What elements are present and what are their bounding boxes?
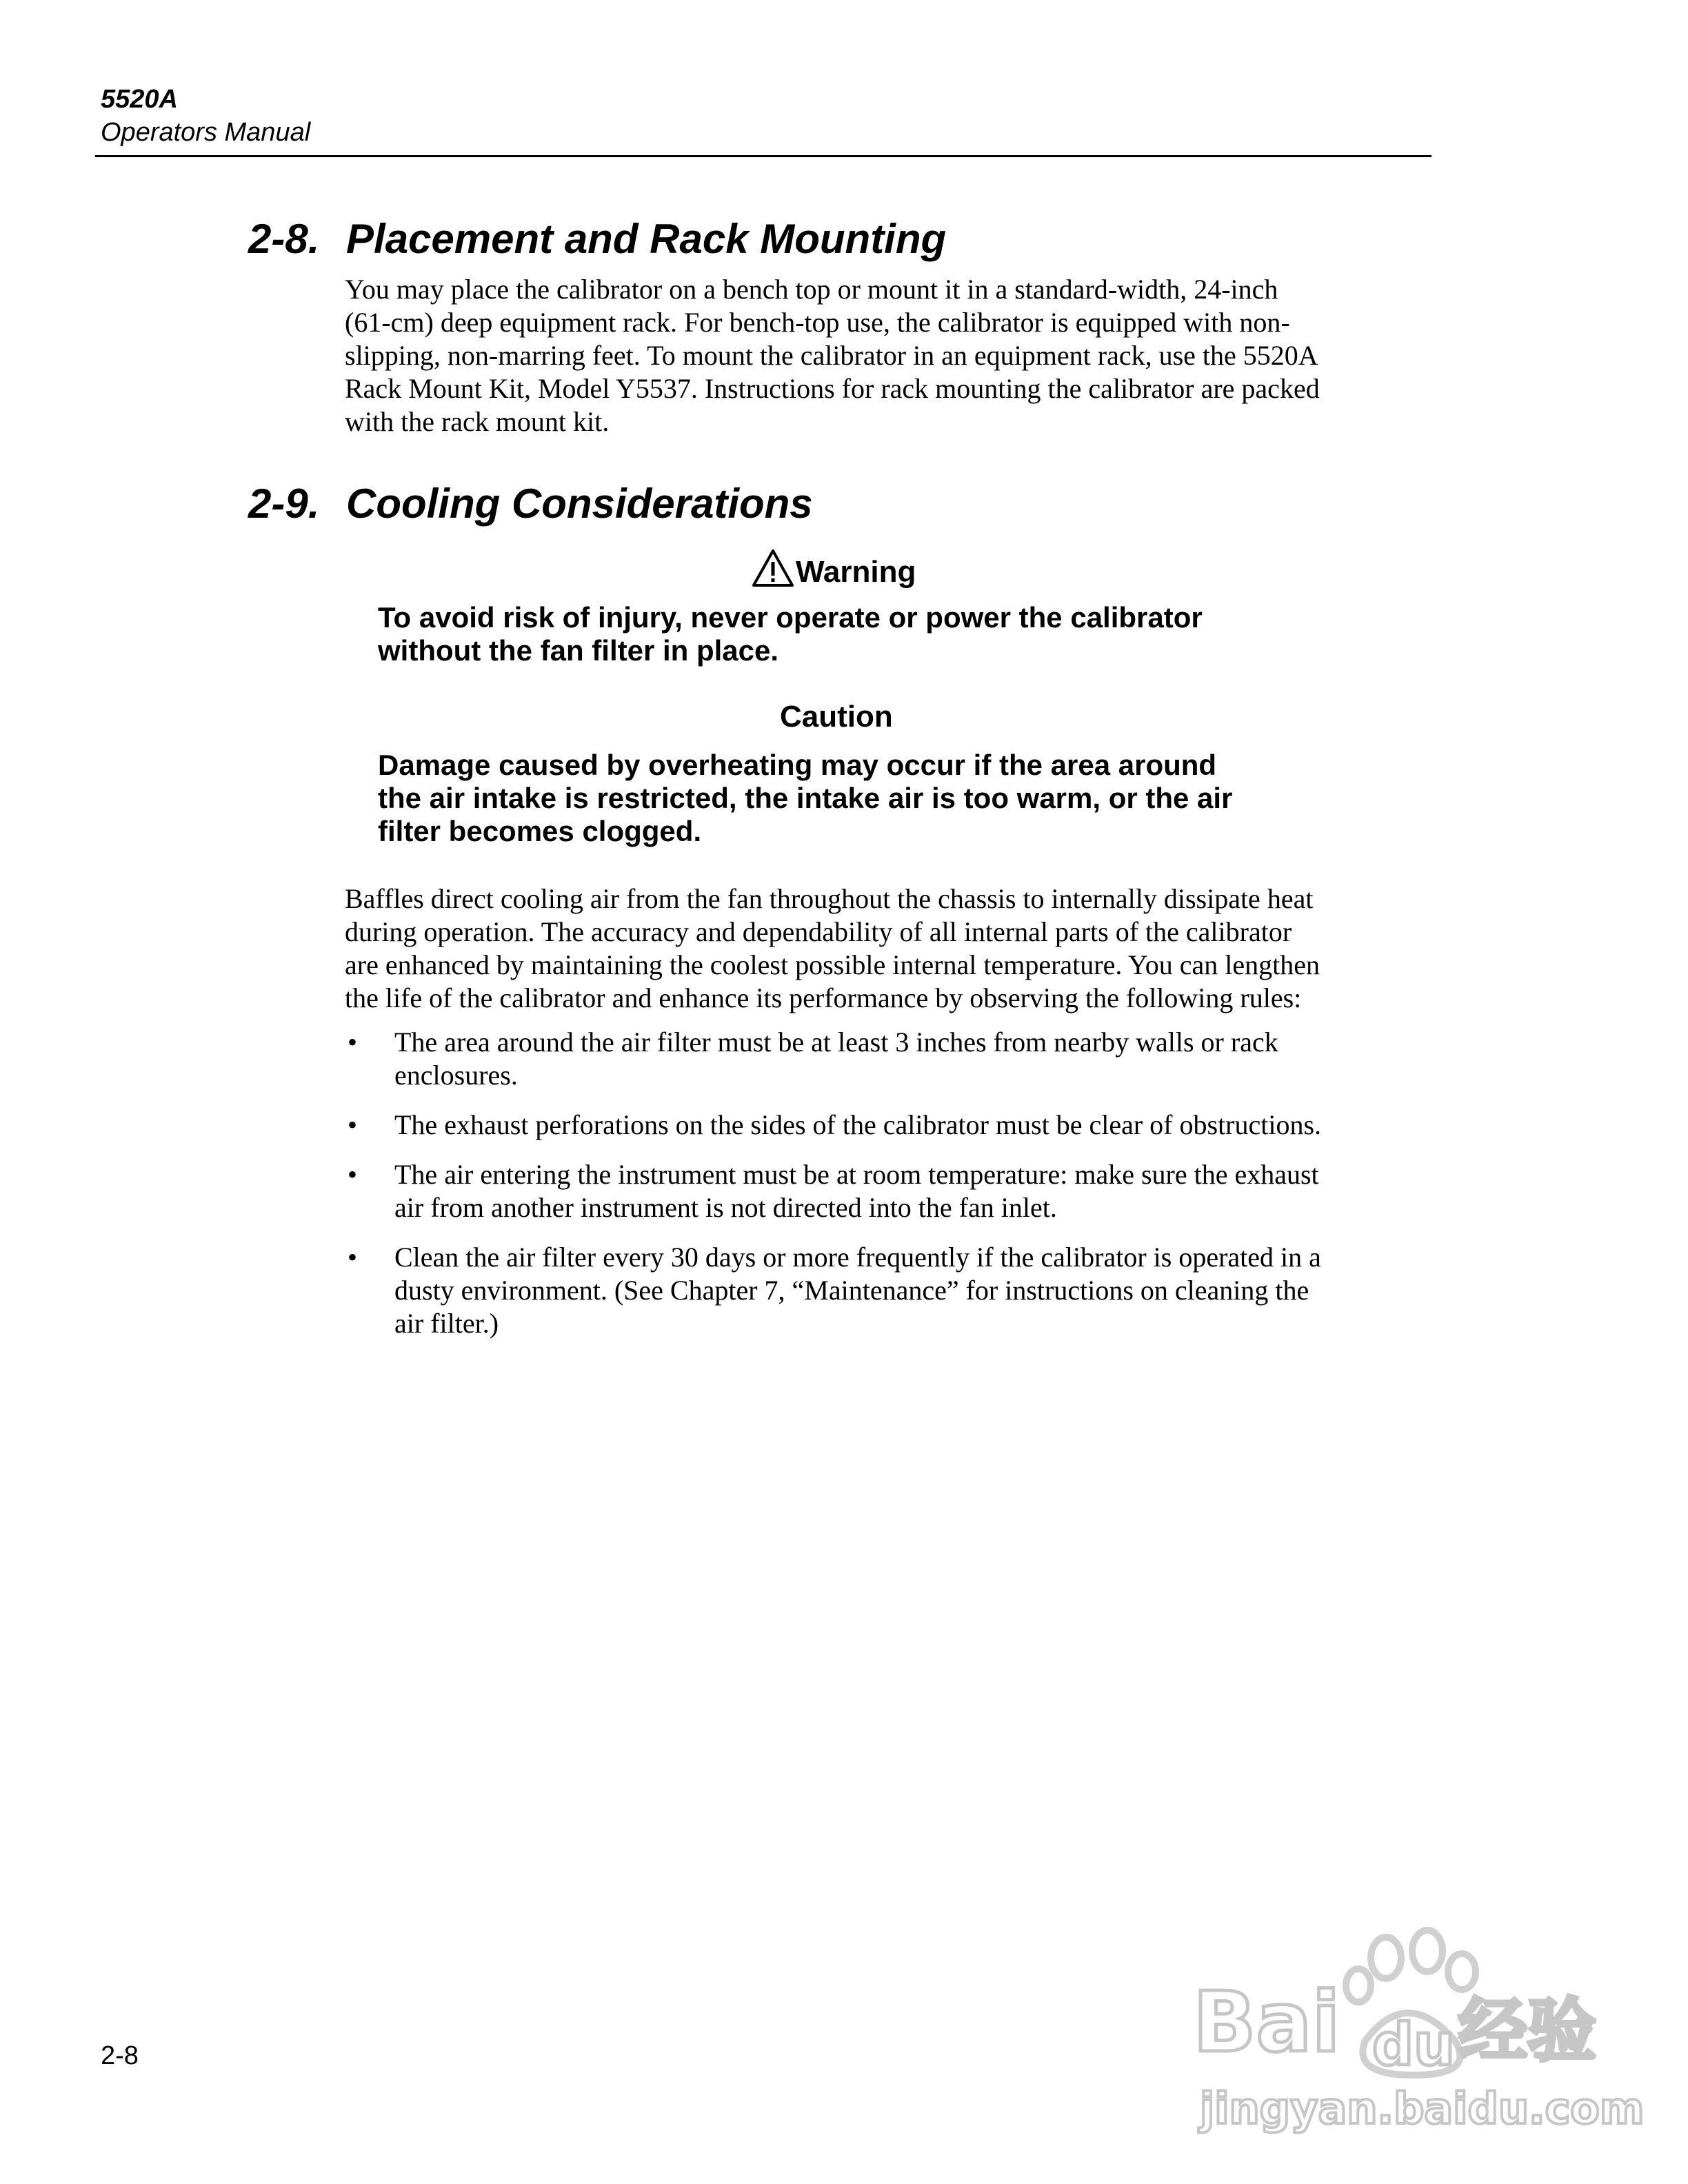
paragraph-line: You may place the calibrator on a bench top or mount it in a standard-width, 24-inch	[345, 274, 1278, 305]
paragraph-line: Baffles direct cooling air from the fan throughout the chassis to internally dissipate heat	[345, 883, 1314, 914]
svg-text:jingyan.baidu.com: jingyan.baidu.com	[1200, 2083, 1645, 2134]
header-rule	[95, 155, 1431, 157]
baidu-watermark-logo	[1186, 1910, 1645, 2137]
list-item	[345, 1109, 1434, 1142]
paragraph-placement	[345, 273, 1434, 438]
header-subtitle: Operators Manual	[101, 118, 311, 147]
caution-line: filter becomes clogged.	[378, 815, 702, 847]
warning-title	[752, 549, 916, 590]
paragraph-line: Rack Mount Kit, Model Y5537. Instructions for rack mounting the calibrator are packed	[345, 373, 1320, 404]
caution-title: Caution	[780, 700, 893, 734]
list-item	[345, 1026, 1434, 1092]
warning-body	[378, 601, 1343, 667]
list-item-line: dusty environment. (See Chapter 7, “Maintenance” for instructions on cleaning the	[394, 1275, 1309, 1306]
cooling-rules-list	[345, 1026, 1434, 1357]
svg-text:du: du	[1372, 2011, 1455, 2079]
section-number: 2-9.	[248, 481, 320, 527]
section-heading-2-9	[248, 480, 813, 528]
warning-label: Warning	[796, 555, 916, 589]
paragraph-line: with the rack mount kit.	[345, 406, 610, 437]
header-model: 5520A	[101, 85, 178, 114]
list-item-line: enclosures.	[394, 1060, 518, 1091]
list-item-line: air from another instrument is not directed into the fan inlet.	[394, 1192, 1057, 1223]
caution-line: the air intake is restricted, the intake air is too warm, or the air	[378, 782, 1233, 814]
paragraph-line: during operation. The accuracy and dependability of all internal parts of the calibrator	[345, 916, 1292, 947]
paragraph-line: slipping, non-marring feet. To mount the calibrator in an equipment rack, use the 5520A	[345, 340, 1318, 371]
warning-line: without the fan filter in place.	[378, 634, 779, 667]
list-item-line: The exhaust perforations on the sides of the calibrator must be clear of obstructions.	[394, 1109, 1322, 1140]
section-number: 2-8.	[248, 216, 320, 262]
section-heading-2-8	[248, 215, 946, 263]
section-title: Placement and Rack Mounting	[346, 216, 947, 262]
list-item-line: The air entering the instrument must be at room temperature: make sure the exhaust	[394, 1159, 1319, 1190]
paragraph-line: (61-cm) deep equipment rack. For bench-top use, the calibrator is equipped with non-	[345, 307, 1290, 338]
bullet-symbol: •	[348, 1159, 358, 1190]
page-number: 2-8	[101, 2041, 139, 2070]
list-item-line: Clean the air filter every 30 days or more frequently if the calibrator is operated in a	[394, 1242, 1321, 1273]
warning-triangle-icon	[752, 549, 794, 587]
section-title: Cooling Considerations	[346, 481, 813, 527]
bullet-symbol: •	[348, 1242, 358, 1273]
bullet-symbol: •	[348, 1109, 358, 1140]
caution-body	[378, 749, 1343, 848]
list-item-line: The area around the air filter must be at least 3 inches from nearby walls or rack	[394, 1027, 1278, 1058]
paragraph-cooling	[345, 882, 1434, 1015]
list-item	[345, 1158, 1434, 1224]
list-item	[345, 1241, 1434, 1340]
svg-text:Bai: Bai	[1193, 1975, 1340, 2071]
warning-line: To avoid risk of injury, never operate or power the calibrator	[378, 601, 1203, 634]
caution-line: Damage caused by overheating may occur if the area around	[378, 749, 1217, 781]
svg-text:经验: 经验	[1458, 1990, 1596, 2071]
list-item-line: air filter.)	[394, 1308, 499, 1339]
paragraph-line: are enhanced by maintaining the coolest possible internal temperature. You can lengthen	[345, 949, 1320, 980]
bullet-symbol: •	[348, 1027, 358, 1058]
paragraph-line: the life of the calibrator and enhance its performance by observing the following rules:	[345, 982, 1302, 1013]
